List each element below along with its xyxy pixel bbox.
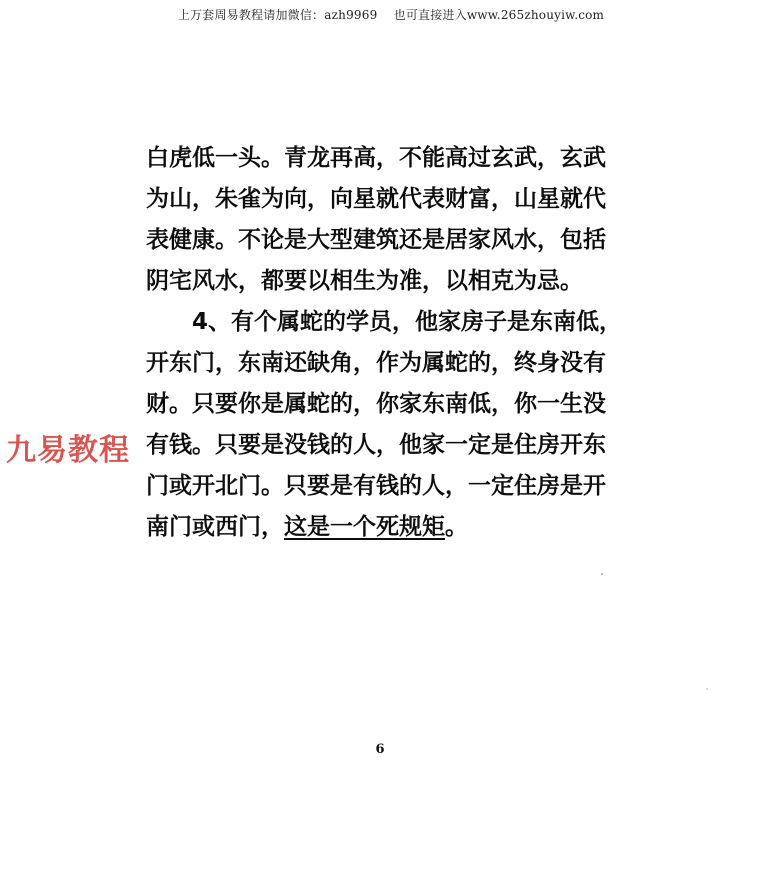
text-line: 有钱。只要是没钱的人，他家一定是住房开东	[146, 432, 606, 458]
underlined-phrase: 这是一个死规矩	[284, 514, 445, 540]
last-text-line	[146, 507, 626, 548]
scan-speck	[601, 573, 603, 575]
text-line: 门或开北门。只要是有钱的人，一定住房是开	[146, 473, 606, 499]
last-line-prefix: 南门或西门，	[146, 514, 284, 540]
paragraph-start-line: 4、有个属蛇的学员，他家房子是东南低，	[192, 309, 623, 335]
scan-speck	[706, 688, 708, 690]
page-number: 6	[375, 742, 385, 757]
watermark: 九易教程	[6, 433, 130, 468]
body-text	[146, 138, 626, 548]
text-line: 开东门，东南还缺角，作为属蛇的，终身没有	[146, 350, 606, 376]
header-banner: 上万套周易教程请加微信：azh9969 也可直接进入www.265zhouyiw.com	[177, 8, 605, 22]
text-line: 表健康。不论是大型建筑还是居家风水，包括	[146, 227, 606, 253]
last-line-suffix: 。	[445, 514, 468, 540]
text-line: 阴宅风水，都要以相生为准，以相克为忌。	[146, 268, 583, 294]
text-line: 为山，朱雀为向，向星就代表财富，山星就代	[146, 186, 606, 212]
text-line: 财。只要你是属蛇的，你家东南低，你一生没	[146, 391, 606, 417]
text-line: 白虎低一头。青龙再高，不能高过玄武，玄武	[146, 145, 606, 171]
